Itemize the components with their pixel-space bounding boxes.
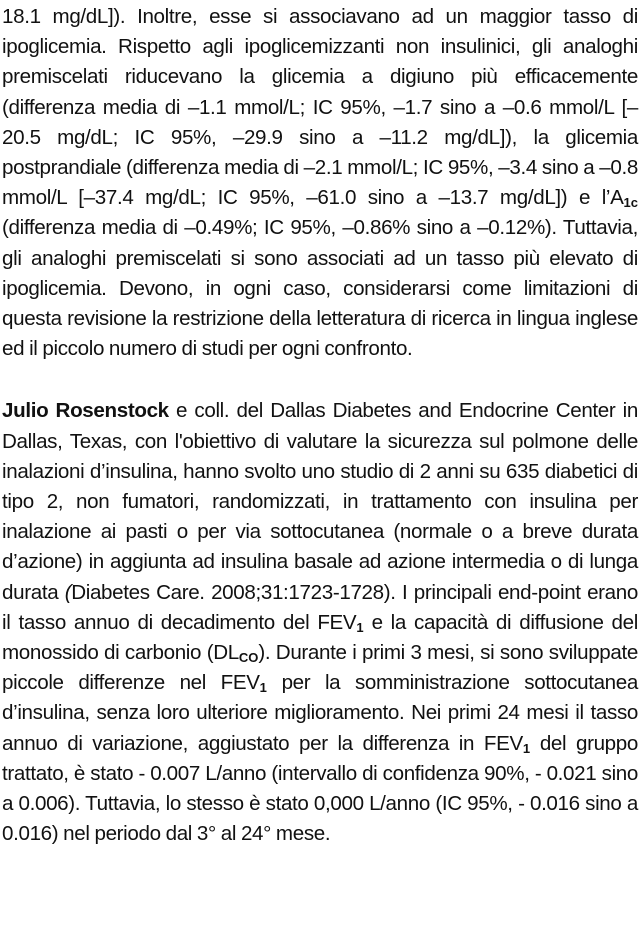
author-name: Julio Rosenstock — [2, 399, 169, 423]
paragraph-text: 18.1 mg/dL]). Inoltre, esse si associavano ad un maggior tasso di ipoglicemia. Rispetto agli ipoglicemizzanti non insulinici, gli analoghi premiscelati riducevano la glicemia a digiuno più efficacemente (differenza media di –1.1 mmol/L; IC 95%, –1.7 sino a –0.6 mmol/L [–20.5 mg/dL; IC 95%, –29.9 sino a –11.2 mg/dL]), la glicemia postprandiale (differenza media di –2.1 mmol/L; IC 95%, –3.4 sino a –0.8 mmol/L [–37.4 mg/dL; IC 95%, –61.0 sino a –13.7 mg/dL]) e l’A — [2, 5, 638, 210]
subscript-dlco: CO — [238, 650, 259, 666]
subscript-a1c: 1c — [623, 195, 638, 211]
paragraph-text: e la capacità di diffusione del monossido di carbonio (DL — [2, 610, 638, 665]
paragraph-rosenstock-study — [2, 396, 638, 849]
paragraph-meta-analysis — [2, 2, 638, 364]
paragraph-text: (differenza media di –0.49%; IC 95%, –0.86% sino a –0.12%). Tuttavia, gli analoghi premiscelati si sono associati ad un tasso più elevato di ipoglicemia. Devono, in ogni caso, considerarsi come limitazioni di questa revisione la restrizione della letteratura di ricerca in lingua inglese ed il piccolo numero di studi per ogni confronto. — [2, 216, 638, 361]
subscript-fev1: 1 — [259, 680, 267, 696]
paragraph-text: Diabetes Care. 2008;31:1723-1728). I principali end-point erano il tasso annuo di decadimento del FEV — [2, 580, 638, 634]
citation-paren: ( — [64, 580, 72, 604]
subscript-fev1: 1 — [356, 619, 364, 635]
paragraph-text: ). Durante i primi 3 mesi, si sono sviluppate piccole differenze nel FEV — [2, 641, 638, 695]
paragraph-text: per la somministrazione sottocutanea d’insulina, senza loro ulteriore miglioramento. Nei primi 24 mesi il tasso annuo di variazione, aggiustato per la differenza in FEV — [2, 671, 638, 755]
paragraph-text: e coll. del Dallas Diabetes and Endocrine Center in Dallas, Texas, con l'obiettivo di valutare la sicurezza sul polmone delle inalazioni d’insulina, hanno svolto uno studio di 2 anni su 635 diabetici di tipo 2, non fumatori, randomizzati, in trattamento con insulina per inalazione ai pasti o per via sottocutanea (normale o a breve durata d’azione) in aggiunta ad insulina basale ad azione intermedia o di lunga durata — [2, 399, 638, 604]
subscript-fev1: 1 — [522, 740, 531, 756]
paragraph-text: del gruppo trattato, è stato - 0.007 L/anno (intervallo di confidenza 90%, - 0.021 sino a 0.006). Tuttavia, lo stesso è stato 0,000 L/anno (IC 95%, - 0.016 sino a 0.016) nel periodo dal 3° al 24° mese. — [2, 731, 638, 846]
